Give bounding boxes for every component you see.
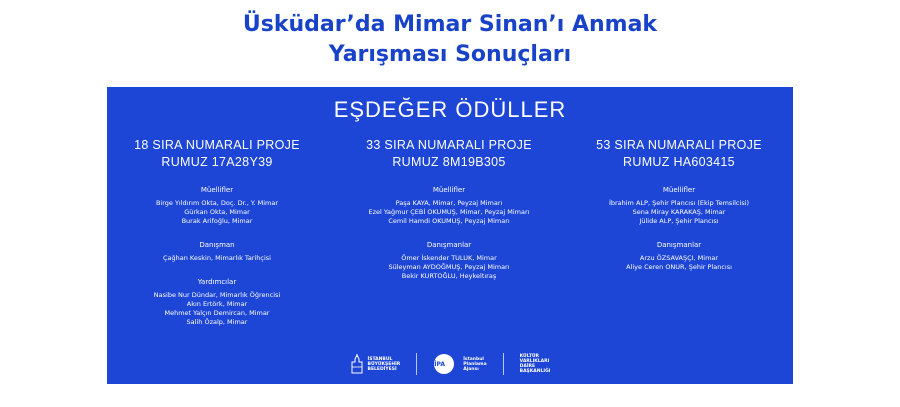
- authors-section: [339, 185, 559, 226]
- project-column-33: [339, 137, 559, 281]
- advisors-section: [339, 240, 559, 281]
- page-title: [0, 10, 900, 70]
- project-column-53: [569, 137, 789, 272]
- person: Ömer İskender TULUK, Mimar: [401, 254, 497, 262]
- advisors-section: [569, 240, 789, 272]
- project-title: 33 SIRA NUMARALI PROJE: [366, 138, 532, 152]
- authors-section: [107, 185, 327, 226]
- kultur-text: VARLIKLARI: [519, 359, 550, 364]
- person: Mehmet Yalçın Demircan, Mimar: [164, 309, 270, 317]
- ibb-text: İSTANBUL: [367, 356, 393, 362]
- ipa-text: Planlama: [463, 361, 487, 367]
- person: Cemil Hamdi OKUMUŞ, Peyzaj Mimarı: [388, 217, 510, 225]
- kultur-text: BAŞKANLIĞI: [519, 369, 551, 374]
- person: Sena Miray KARAKAŞ, Mimar: [632, 208, 726, 216]
- person: Paşa KAYA, Mimar, Peyzaj Mimarı: [395, 199, 503, 207]
- kultur-logo: [520, 354, 551, 374]
- person: Çağhan Keskin, Mimarlık Tarihçisi: [163, 254, 271, 262]
- kultur-text: KÜLTÜR: [519, 354, 540, 359]
- section-head: Müellifler: [432, 186, 466, 194]
- logo-divider: [416, 353, 417, 375]
- ibb-text: BÜYÜKŞEHİR: [367, 361, 401, 367]
- title-line-2: Yarışması Sonuçları: [328, 42, 572, 67]
- project-title: 53 SIRA NUMARALI PROJE: [596, 138, 762, 152]
- assistants-section: [107, 277, 327, 327]
- person: Ezel Yağmur ÇEBİ OKUMUŞ, Mimar, Peyzaj Mimarı: [368, 208, 530, 216]
- person: Salih Özalp, Mimar: [186, 318, 248, 326]
- project-code: RUMUZ HA603415: [623, 155, 735, 169]
- title-line-1: Üsküdar’da Mimar Sinan’ı Anmak: [242, 12, 658, 37]
- section-head: Müellifler: [662, 186, 696, 194]
- logo-bar: [107, 349, 793, 379]
- advisor-section: [107, 240, 327, 263]
- awards-panel: [107, 87, 793, 384]
- person: Süleyman AYDOĞMUŞ, Peyzaj Mimarı: [388, 263, 510, 271]
- ipa-logo: [433, 353, 486, 375]
- section-head: Müellifler: [200, 186, 234, 194]
- project-title: 18 SIRA NUMARALI PROJE: [134, 138, 300, 152]
- ibb-text: BELEDİYESİ: [367, 366, 397, 372]
- kultur-text: DAİRE: [519, 364, 536, 369]
- section-head: Danışmanlar: [426, 241, 472, 249]
- ipa-text: Ajansı: [463, 366, 479, 372]
- person: Aliye Ceren ONUR, Şehir Plancısı: [626, 263, 732, 271]
- person: İbrahim ALP, Şehir Plancısı (Ekip Temsilcisi): [608, 199, 750, 207]
- person: Akın Ertörk, Mimar: [186, 300, 248, 308]
- ipa-text: İstanbul: [463, 356, 484, 362]
- panel-heading: EŞDEĞER ÖDÜLLER: [333, 97, 567, 122]
- project-code: RUMUZ 17A28Y39: [161, 155, 273, 169]
- person: Bekir KURTOĞLU, Heykeltıraş: [401, 272, 497, 280]
- ibb-logo: [350, 354, 401, 374]
- logo-divider: [503, 353, 504, 375]
- project-column-18: [107, 137, 327, 327]
- authors-section: [569, 185, 789, 226]
- section-head: Danışmanlar: [656, 241, 702, 249]
- person: Burak Arifoğlu, Mimar: [181, 217, 253, 225]
- ibb-emblem-icon: [350, 354, 364, 374]
- section-head: Yardımcılar: [197, 278, 237, 286]
- person: Birge Yıldırım Okta, Doç. Dr., Y. Mimar: [155, 199, 279, 207]
- person: Nasibe Nur Dündar, Mimarlık Öğrencisi: [153, 291, 281, 299]
- project-code: RUMUZ 8M19B305: [392, 155, 506, 169]
- section-head: Danışman: [199, 241, 235, 249]
- person: Arzu ÖZSAVAŞÇI, Mimar: [639, 254, 719, 262]
- person: Jülide ALP, Şehir Plancısı: [639, 217, 719, 225]
- person: Gürkan Okta, Mimar: [184, 208, 250, 216]
